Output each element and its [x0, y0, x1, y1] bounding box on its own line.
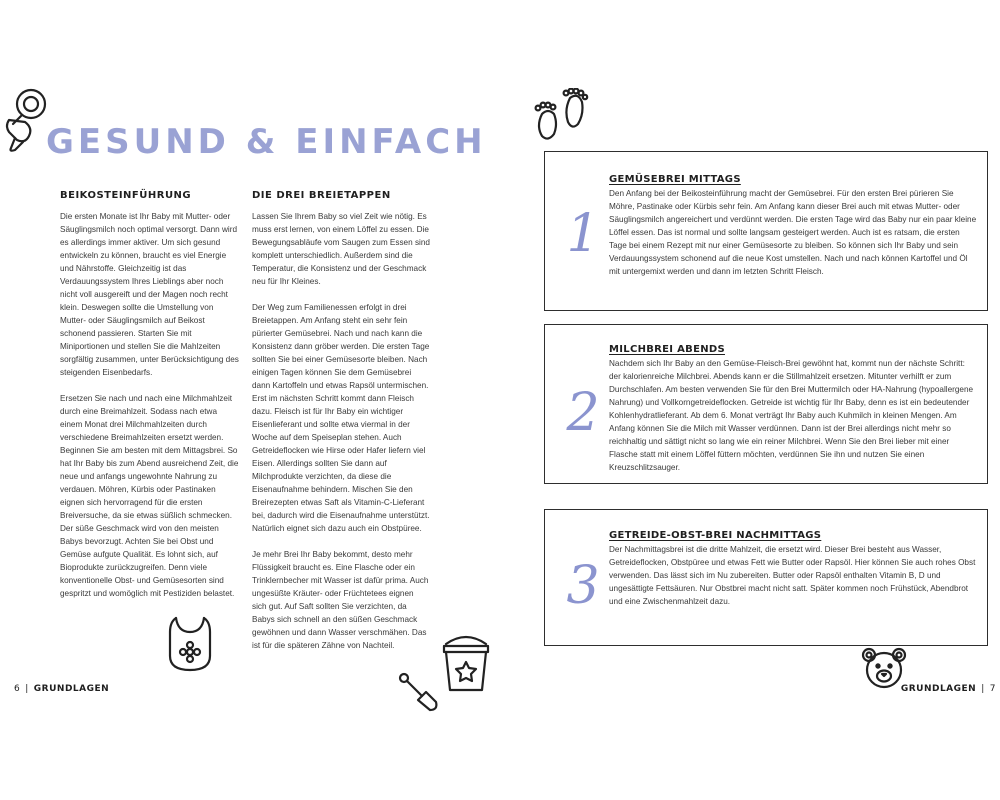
footer-label: GRUNDLAGEN: [900, 684, 977, 694]
box-heading: MILCHBREI ABENDS: [609, 344, 725, 355]
step-number: 3: [566, 556, 600, 616]
footer-separator: |: [25, 684, 29, 694]
page-title: GESUND & EINFACH: [46, 122, 487, 162]
paragraph: Lassen Sie Ihrem Baby so viel Zeit wie nötig. Es muss erst lernen, von einem Löffel zu essen. Die Bewegungsabläufe vom Saugen zum Essen sind komplett unterschiedlich. Außerdem sind die Temperatur, die Konsistenz und der Geschmack neu für Ihr Kleines.: [252, 212, 430, 286]
step-number: 1: [566, 204, 600, 264]
box-heading: GETREIDE-OBST-BREI NACHMITTAGS: [609, 530, 822, 541]
column-heading: DIE DREI BREIETAPPEN: [252, 190, 391, 201]
meal-box-gemuesebrei: [544, 151, 988, 311]
page-number: 6: [14, 684, 21, 694]
meal-box-milchbrei: [544, 324, 988, 484]
baby-feet-icon: [532, 88, 596, 142]
sand-bucket-icon: [438, 632, 494, 694]
paragraph: Die ersten Monate ist Ihr Baby mit Mutter- oder Säuglingsmilch noch optimal versorgt. Dann wird es allerdings immer aktiver. Um sich gesund entwickeln zu können, braucht es viel Energie und Nährstoffe. Gleichzeitig ist das Verdauungssystem Ihres Lieblings aber noch nicht voll ausgereift und der Magen noch recht klein. Deswegen sollte die Umstellung von Mutter- oder Säuglingsmilch auf Beikost schonend passieren. Starten Sie mit Miniportionen und stellen Sie die Mahlzeiten sorgfältig zusammen, unter Berücksichtigung des steigenden Eisenbedarfs.: [60, 212, 239, 377]
box-heading: GEMÜSEBREI MITTAGS: [609, 174, 741, 185]
footer-label: GRUNDLAGEN: [33, 684, 110, 694]
column-heading: BEIKOSTEINFÜHRUNG: [60, 190, 192, 201]
box-text: Nachdem sich Ihr Baby an den Gemüse-Fleisch-Brei gewöhnt hat, kommt nun der nächste Schritt: der kalorienreiche Milchbrei. Abends kann er die Stillmahlzeit ersetzen. Mitunter verhilft er zum Durchschlafen. Am besten verwenden Sie für den Brei Muttermilch oder HA-Nahrung (hypoallergene Nahrung) und Vollkorngetreideflocken. Getreide ist wichtig für Ihr Baby, denn es ist ein bedeutender Kohlenhydratlieferant. Ab dem 6. Monat verträgt Ihr Baby auch Kuhmilch in kleinen Mengen. Am Anfang können Sie die Milch mit Wasser verdünnen. Dann ist der Brei allerdings nicht mehr so reichhaltig und sättigt nicht so lang wie ein reiner Milchbrei. Wenn Sie den Brei lieber mit einer Flasche statt mit einem Löffel füttern möchten, verdünnen Sie ihn und nutzen Sie einen Kreuzschlitzsauger.: [609, 359, 974, 472]
box-text: Der Nachmittagsbrei ist die dritte Mahlzeit, die ersetzt wird. Dieser Brei besteht aus Wasser, Getreideflocken, Obstpüree und etwas Fett wie Butter oder Rapsöl. Hier können Sie auch rohes Obst verwenden. Das lässt sich im Nu zubereiten. Butter oder Rapsöl enthalten Vitamin B, D und ungesättigte Fettsäuren. Nur Obstbrei macht nicht satt. Später kommen noch Frühstück, Abendbrot und eine Zwischenmahlzeit dazu.: [609, 545, 976, 606]
footer-left: [14, 684, 109, 694]
paragraph: Ersetzen Sie nach und nach eine Milchmahlzeit durch eine Breimahlzeit. Sodass nach etwa einem Monat drei Milchmahlzeiten durch verschiedene Breimahlzeiten ersetzt werden. Beginnen Sie am besten mit dem Mittagsbrei. So hat Ihr Baby bis zum Abend ausreichend Zeit, die neue und anfangs ungewohnte Nahrung zu verdauen. Möhren, Kürbis oder Pastinaken eignen sich hervorragend für die ersten Breiversuche, da sie etwas süßlich schmecken. Der süße Geschmack wird von den meisten Babys bevorzugt. Achten Sie bei Obst und Gemüse aufgute Qualität. Es lohnt sich, auf Bioprodukte zurückzugreifen. Denn viele konventionelle Obst- und Gemüsesorten sind gespritzt und womöglich mit Pestiziden belastet.: [60, 394, 239, 598]
page-number: 7: [989, 684, 996, 694]
column-beikosteinfuehrung: [60, 190, 240, 613]
box-text: Den Anfang bei der Beikosteinführung macht der Gemüsebrei. Für den ersten Brei pürieren Sie Möhre, Pastinake oder Kürbis sehr fein. Am Anfang kann dieser Brei auch mit etwas Mutter- oder Säuglingsmilch angereichert und verdünnt werden. Die ersten Tage wird das Baby nur ein paar kleine Löffel essen. Das ist normal und sollte langsam gesteigert werden. Auch ist es ratsam, die ersten Tage bei einem Rezept mit nur einer Gemüsesorte zu bleiben. So können sich Ihr Baby und sein Verdauungssystem schonend auf die neue Kost umstellen. Nach und nach können Kartoffel und Öl mit untergemixt werden und dann im letzten Schritt Fleisch.: [609, 189, 977, 276]
paragraph: Der Weg zum Familienessen erfolgt in drei Breietappen. Am Anfang steht ein sehr fein pürierter Gemüsebrei. Nach und nach kann die Konsistenz dann gröber werden. Die ersten Tage sollten Sie bei einer Gemüsesorte bleiben. Nach einigen Tagen können Sie dem Gemüsebrei dann Kartoffeln und etwas Rapsöl untermischen. Erst im nächsten Schritt kommt dann Fleisch dazu. Fleisch ist für Ihr Baby ein wichtiger Eisenlieferant und sollte etwa viermal in der Woche auf dem Speiseplan stehen. Auch Getreideflocken wie Hirse oder Hafer liefern viel Eisen. Allerdings sollten Sie dann auf Milchprodukte verzichten, da diese die Eisenaufnahme behindern. Mischen Sie den Breirezepten etwas Saft als Vitamin-C-Lieferant bei, dadurch wird die Eisenaufnahme unterstützt. Natürlich eignet sich dazu auch ein Obstpüree.: [252, 303, 430, 533]
sand-shovel-icon: [398, 672, 440, 714]
footer-separator: |: [981, 684, 985, 694]
meal-box-getreide-obst-brei: [544, 509, 988, 646]
pacifier-icon: [3, 86, 51, 152]
paragraph: Je mehr Brei Ihr Baby bekommt, desto mehr Flüssigkeit braucht es. Eine Flasche oder ein Trinklernbecher mit Wasser ist dafür prima. Auch ungesüßte Kräuter- oder Früchtetees eignen sich gut. Auf Saft sollten Sie verzichten, da Babys sich schnell an den süßen Geschmack gewöhnen und dann Wasser verschmähen. Das ist für die späteren Zähne von Nachteil.: [252, 550, 429, 650]
step-number: 2: [566, 383, 600, 443]
bib-icon: [166, 612, 214, 674]
column-breietappen: [252, 190, 430, 665]
footer-right: [901, 684, 996, 694]
